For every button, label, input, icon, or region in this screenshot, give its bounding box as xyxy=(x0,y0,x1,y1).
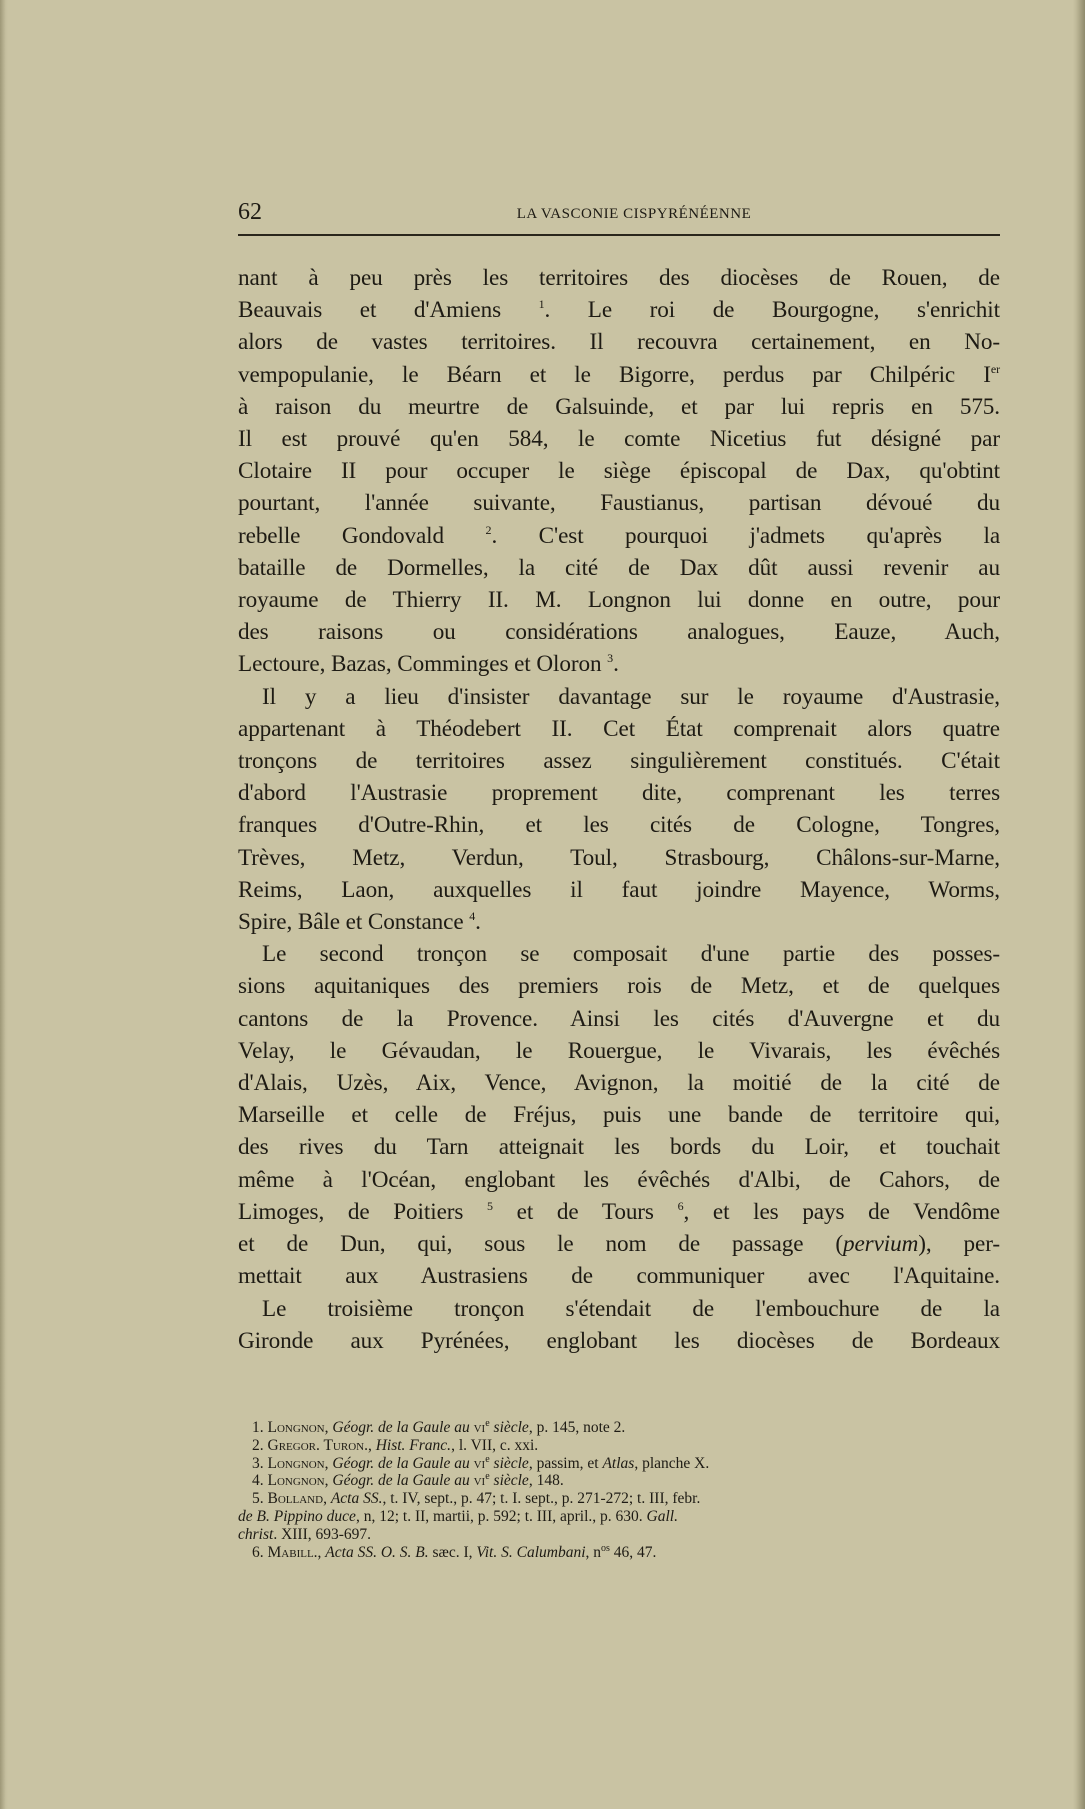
text-line: Limoges, de Poitiers $^5$ et de Tours $^6$, et les pays de Vendôme xyxy=(238,1198,1000,1225)
page-edge-right xyxy=(1073,0,1085,1809)
header-rule xyxy=(238,234,1000,236)
superscript-er: er xyxy=(990,361,1000,376)
text-line: Reims, Laon, auxquelles il faut joindre Mayence, Worms, xyxy=(238,876,1000,903)
footnote-5: 5. Bolland, Acta SS., t. IV, sept., p. 47; t. I. sept., p. 271-272; t. III, febr. xyxy=(252,1490,701,1508)
italic-term: pervium xyxy=(842,1231,919,1258)
text-line: Trèves, Metz, Verdun, Toul, Strasbourg, Châlons-sur-Marne, xyxy=(238,844,1000,871)
footnote-3: 3. Longnon, Géogr. de la Gaule au $vi^e$ siècle, passim, et Atlas, planche X. xyxy=(252,1453,710,1472)
running-head xyxy=(238,198,1000,228)
text-line: mettait aux Austrasiens de communiquer avec l'Aquitaine. xyxy=(238,1263,1000,1290)
footnote-2: 2. Gregor. Turon., Hist. Franc., l. VII, c. xxi. xyxy=(252,1436,539,1454)
text-line: même à l'Océan, englobant les évêchés d'Albi, de Cahors, de xyxy=(238,1166,1000,1193)
footnote-ref[interactable]: 3 xyxy=(607,651,614,666)
text-line: Spire, Bâle et Constance $^4$. xyxy=(238,909,481,936)
text-line: appartenant à Théodebert II. Cet État comprenait alors quatre xyxy=(238,715,1000,742)
text-line: d'Alais, Uzès, Aix, Vence, Avignon, la moitié de la cité de xyxy=(238,1070,1000,1097)
footnote-ref[interactable]: 4 xyxy=(469,909,476,924)
text-line: cantons de la Provence. Ainsi les cités d'Auvergne et du xyxy=(238,1005,1000,1032)
running-title: LA VASCONIE CISPYRÉNÉENNE xyxy=(516,206,752,222)
book-page xyxy=(238,198,1000,1357)
text-line: Marseille et celle de Fréjus, puis une bande de territoire qui, xyxy=(238,1102,1000,1129)
text-line: Clotaire II pour occuper le siège épiscopal de Dax, qu'obtint xyxy=(238,458,1000,485)
footnote-1: 1. Longnon, Géogr. de la Gaule au $vi^e$ siècle, p. 145, note 2. xyxy=(252,1418,626,1436)
text-line: pourtant, l'année suivante, Faustianus, partisan dévoué du xyxy=(238,490,1000,517)
text-line: tronçons de territoires assez singulièrement constitués. C'était xyxy=(238,748,1000,775)
text-line: Velay, le Gévaudan, le Rouergue, le Vivarais, les évêchés xyxy=(238,1037,1000,1064)
text-line: à raison du meurtre de Galsuinde, et par lui repris en 575. xyxy=(238,393,1000,420)
text-line: des rives du Tarn atteignait les bords du Loir, et touchait xyxy=(238,1134,1000,1161)
text-line: Il est prouvé qu'en 584, le comte Nicetius fut désigné par xyxy=(238,426,1000,453)
footnote-ref[interactable]: 6 xyxy=(677,1198,684,1213)
text-line: Lectoure, Bazas, Comminges et Oloron $^3$. xyxy=(238,651,619,678)
page-number: 62 xyxy=(238,199,262,225)
text-line: nant à peu près les territoires des diocèses de Rouen, de xyxy=(238,265,1000,291)
text-line: Le second tronçon se composait d'une partie des posses- xyxy=(262,941,1000,968)
text-line: des raisons ou considérations analogues, Eauze, Auch, xyxy=(238,619,1000,646)
footnote-5-cont: de B. Pippino duce, n, 12; t. II, martii, p. 592; t. III, april., p. 630. Gall. xyxy=(238,1507,678,1525)
text-line: Le troisième tronçon s'étendait de l'embouchure de la xyxy=(262,1295,1000,1322)
footnote-ref[interactable]: 5 xyxy=(487,1198,493,1213)
text-line: bataille de Dormelles, la cité de Dax dût aussi revenir au xyxy=(238,554,1000,581)
text-line: alors de vastes territoires. Il recouvra certainement, en No- xyxy=(238,329,1000,356)
footnote-ref[interactable]: 1 xyxy=(538,297,545,312)
text-line: Gironde aux Pyrénées, englobant les diocèses de Bordeaux xyxy=(238,1327,1000,1354)
text-line: vempopulanie, le Béarn et le Bigorre, perdus par Chilpéric Ier xyxy=(238,361,1000,388)
text-line: et de Dun, qui, sous le nom de passage (pervium), per- xyxy=(238,1231,1000,1258)
footnote-6: 6. Mabill., Acta SS. O. S. B. sæc. I, Vit. S. Calumbani, $n^{os}$ 46, 47. xyxy=(252,1542,657,1561)
footnote-4: 4. Longnon, Géogr. de la Gaule au $vi^e$ siècle, 148. xyxy=(252,1471,564,1490)
footnote-5-cont: christ. XIII, 693-697. xyxy=(238,1525,372,1543)
text-line: royaume de Thierry II. M. Longnon lui donne en outre, pour xyxy=(238,587,1000,614)
page-edge-left xyxy=(0,0,8,1809)
body-text xyxy=(238,262,1000,1357)
text-line: franques d'Outre-Rhin, et les cités de Cologne, Tongres, xyxy=(238,812,1000,839)
footnote-ref[interactable]: 2 xyxy=(485,522,492,537)
text-line: Il y a lieu d'insister davantage sur le royaume d'Austrasie, xyxy=(262,683,1000,710)
text-line: Beauvais et d'Amiens $^1$. Le roi de Bourgogne, s'enrichit xyxy=(238,297,1000,324)
text-line: rebelle Gondovald $^2$. C'est pourquoi j'admets qu'après la xyxy=(238,522,1001,549)
text-line: sions aquitaniques des premiers rois de Metz, et de quelques xyxy=(238,973,1000,1000)
footnotes xyxy=(238,1419,1000,1561)
text-line: d'abord l'Austrasie proprement dite, comprenant les terres xyxy=(238,780,1000,807)
